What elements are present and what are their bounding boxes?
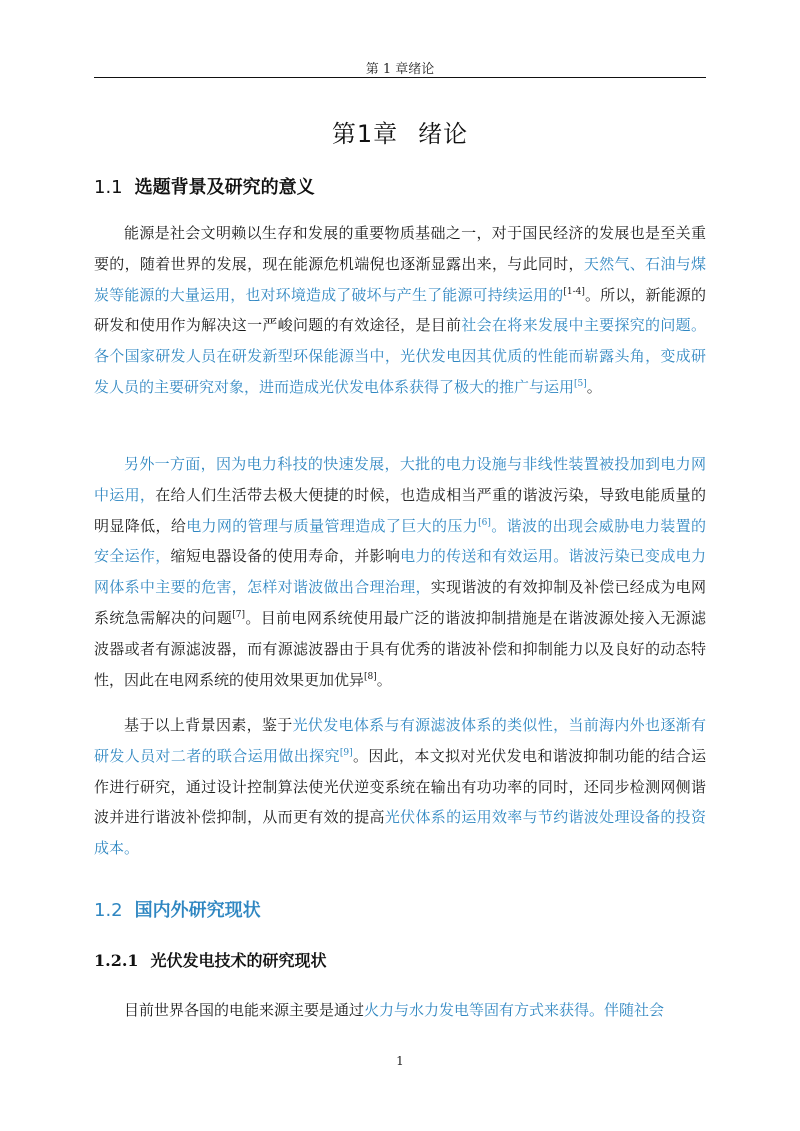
paragraph-2	[94, 449, 706, 695]
citation: [5]	[574, 378, 587, 389]
page-number: 1	[396, 1054, 404, 1068]
paragraph-text: 在给人们生活带去极大便捷的时候，也造成相当严重的谐波污染，导致电能质量的明显降低，给	[94, 485, 706, 535]
paragraph-text: 。因此，本文拟对光伏发电和谐波抑制功能的结合运作进行研究，通过设计控制算法使光伏逆变系统在输出有功功率的同时，还同步检测网侧谐波并进行谐波补偿抑制，从而更有效的提高	[94, 746, 706, 827]
paragraph-text: 。	[586, 377, 602, 396]
paragraph-text: 。	[490, 516, 507, 535]
highlighted-text: 电力网的管理与质量管理造成了巨大的压力	[186, 516, 479, 535]
highlighted-text: 社会在将来发展中主要探究的问题。各个国家研发人员在研发新型环保能源当中，光伏发电因其优质的性能而崭露头角，变成研发人员的主要研究对象，进而造成光伏发电体系获得了极大的推广与运用	[94, 316, 706, 396]
section-number: 1.1	[94, 177, 123, 198]
highlighted-text: 天然气、石油与煤炭等能源的大量运用，也对环境造成了破坏与产生了能源可持续运用的	[94, 254, 706, 304]
paragraph-3	[94, 710, 706, 864]
highlighted-text: 谐波的出现会威胁电力装置的安全运作，	[94, 516, 706, 566]
paragraph-text: 实现谐波的有效抑制及补偿已经成为电网系统急需解决的问题	[94, 578, 706, 627]
paragraph-text: 能源是社会文明赖以生存和发展的重要物质基础之一，对于国民经济的发展也是至关重要的，随着世界的发展，现在能源危机端倪也逐渐显露出来，与此同时，	[94, 224, 706, 273]
paragraph-1	[94, 218, 706, 403]
chapter-number: 第1章	[331, 120, 399, 148]
paragraph-text: 。	[376, 670, 392, 689]
subsection-title: 光伏发电技术的研究现状	[150, 951, 327, 970]
highlighted-text: 光伏发电体系与有源滤波体系的类似性，当前海内外也逐渐有研发人员对二者的联合运用做出探究	[94, 716, 706, 765]
highlighted-text: 电力的传送和有效运用。谐波污染已变成电力网体系中主要的危害，怎样对谐波做出合理治理，	[94, 547, 706, 597]
highlighted-text: 光伏体系的运用效率与节约谐波处理设备的投资成本。	[94, 808, 706, 858]
paragraph-text: 。目前电网系统使用最广泛的谐波抑制措施是在谐波源处接入无源滤波器或者有源滤波器，而有源滤波器由于具有优秀的谐波补偿和抑制能力以及良好的动态特性，因此在电网系统的使用效果更加优异	[94, 608, 706, 689]
section-title: 选题背景及研究的意义	[134, 177, 315, 198]
citation: [1-4]	[563, 286, 585, 297]
citation: [8]	[364, 671, 377, 682]
section-title: 国内外研究现状	[134, 900, 261, 921]
paragraph-4	[94, 995, 706, 1026]
section-number: 1.2	[94, 900, 123, 921]
paragraph-text: 基于以上背景因素，鉴于	[124, 716, 293, 734]
chapter-title	[94, 114, 706, 149]
citation: [7]	[232, 609, 246, 620]
section-heading-1-2	[94, 896, 261, 922]
citation: [6]	[478, 517, 491, 528]
paragraph-text: 缩短电器设备的使用寿命，并影响	[170, 547, 401, 566]
header-rule	[94, 77, 706, 78]
highlighted-text: 另外一方面，因为电力科技的快速发展，大批的电力设施与非线性装置被投加到电力网中运用，	[94, 455, 706, 504]
section-heading-1-1	[94, 173, 315, 199]
subsection-heading-1-2-1	[94, 948, 327, 971]
highlighted-text: 火力与水力发电等固有方式来获得。伴随社会	[364, 1001, 665, 1019]
running-header: 第 1 章绪论	[365, 62, 435, 77]
citation: [9]	[339, 747, 353, 758]
chapter-title-text: 绪论	[418, 120, 469, 148]
paragraph-text: 目前世界各国的电能来源主要是通过	[124, 1001, 365, 1019]
paragraph-text: 。所以，新能源的研发和使用作为解决这一严峻问题的有效途径，是目前	[94, 285, 706, 335]
subsection-number: 1.2.1	[94, 951, 139, 970]
